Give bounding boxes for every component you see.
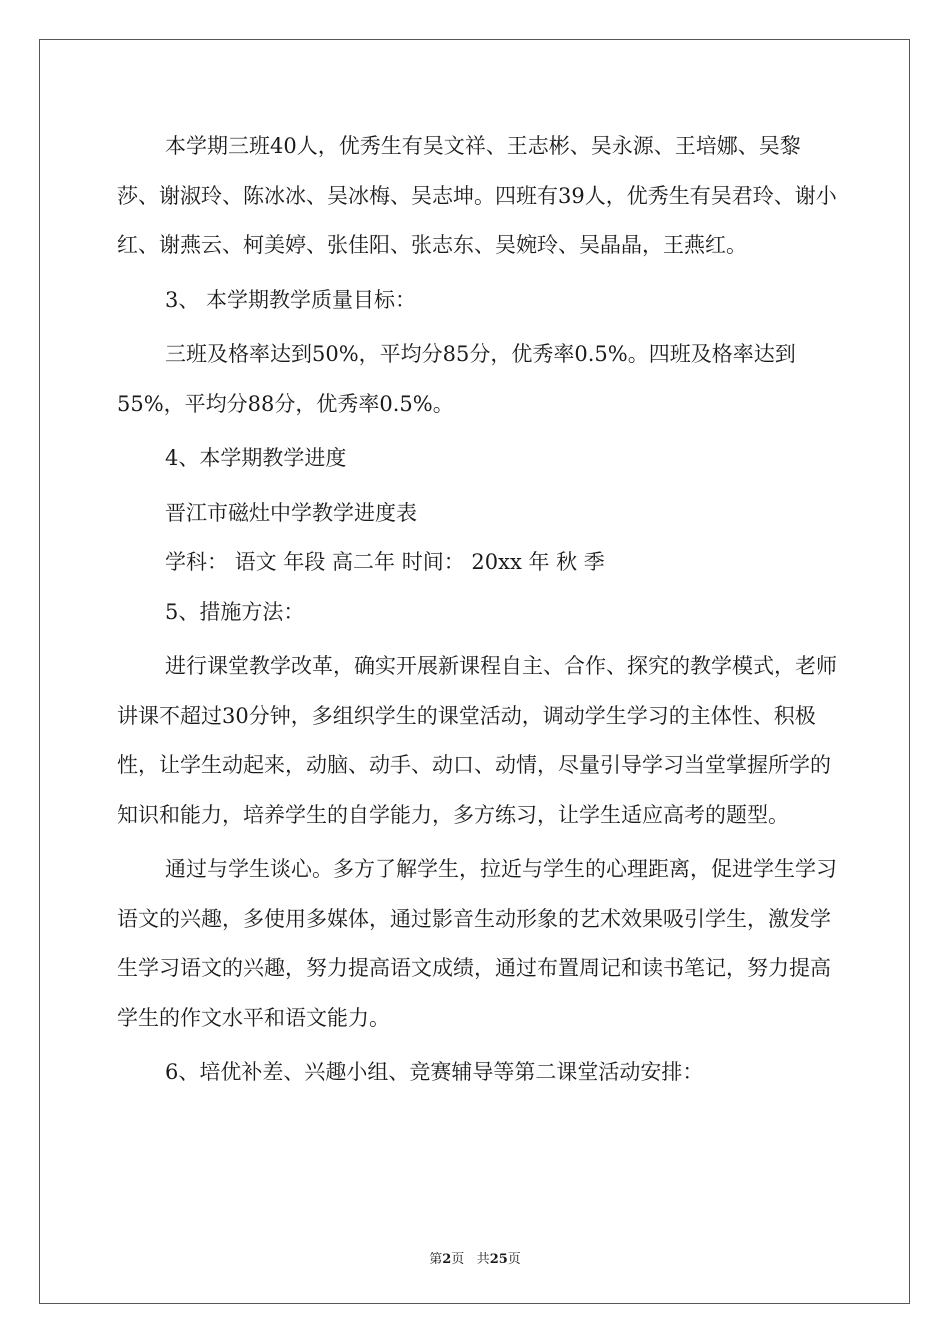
document-body — [117, 122, 837, 1098]
heading-teaching-progress: 4、本学期教学进度 — [165, 446, 347, 470]
page-footer — [0, 1248, 950, 1267]
paragraph-measures-reform: 进行课堂教学改革，确实开展新课程自主、合作、探究的教学模式，老师讲课不超过30分钟，多组织学生的课堂活动，调动学生学习的主体性、积极性，让学生动起来，动脑、动手、动口、动情，尽量引导学习当堂掌握所学的知识和能力，培养学生的自学能力，多方练习，让学生适应高考的题型。 — [117, 654, 837, 827]
paragraph-excellent-students: 本学期三班40人，优秀生有吴文祥、王志彬、吴永源、王培娜、吴黎莎、谢淑玲、陈冰冰、吴冰梅、吴志坤。四班有39人，优秀生有吴君玲、谢小红、谢燕云、柯美婷、张佳阳、张志东、吴婉玲、吴晶晶，王燕红。 — [117, 134, 837, 257]
footer-page-suffix: 页 — [451, 1252, 465, 1267]
paragraph-subject-info: 学科： 语文 年段 高二年 时间： 20xx 年 秋 季 — [165, 550, 605, 574]
footer-total-suffix: 页 — [507, 1252, 521, 1267]
footer-total-prefix: 共 — [476, 1252, 490, 1267]
heading-extracurricular: 6、培优补差、兴趣小组、竞赛辅导等第二课堂活动安排： — [165, 1060, 704, 1084]
paragraph-quality-goals: 三班及格率达到50%，平均分85分，优秀率0.5%。四班及格率达到55%，平均分88分，优秀率0.5%。 — [117, 342, 796, 416]
paragraph-progress-table-title: 晋江市磁灶中学教学进度表 — [165, 500, 417, 525]
footer-page-number: 2 — [442, 1252, 452, 1267]
heading-quality-goals: 3、 本学期教学质量目标： — [165, 287, 417, 312]
footer-prefix: 第 — [429, 1252, 443, 1267]
footer-total-pages: 25 — [489, 1252, 508, 1267]
heading-measures: 5、措施方法： — [165, 599, 305, 624]
paragraph-measures-communication: 通过与学生谈心。多方了解学生，拉近与学生的心理距离，促进学生学习语文的兴趣，多使用多媒体，通过影音生动形象的艺术效果吸引学生，激发学生学习语文的兴趣，努力提高语文成绩，通过布置周记和读书笔记，努力提高学生的作文水平和语文能力。 — [117, 857, 837, 1030]
